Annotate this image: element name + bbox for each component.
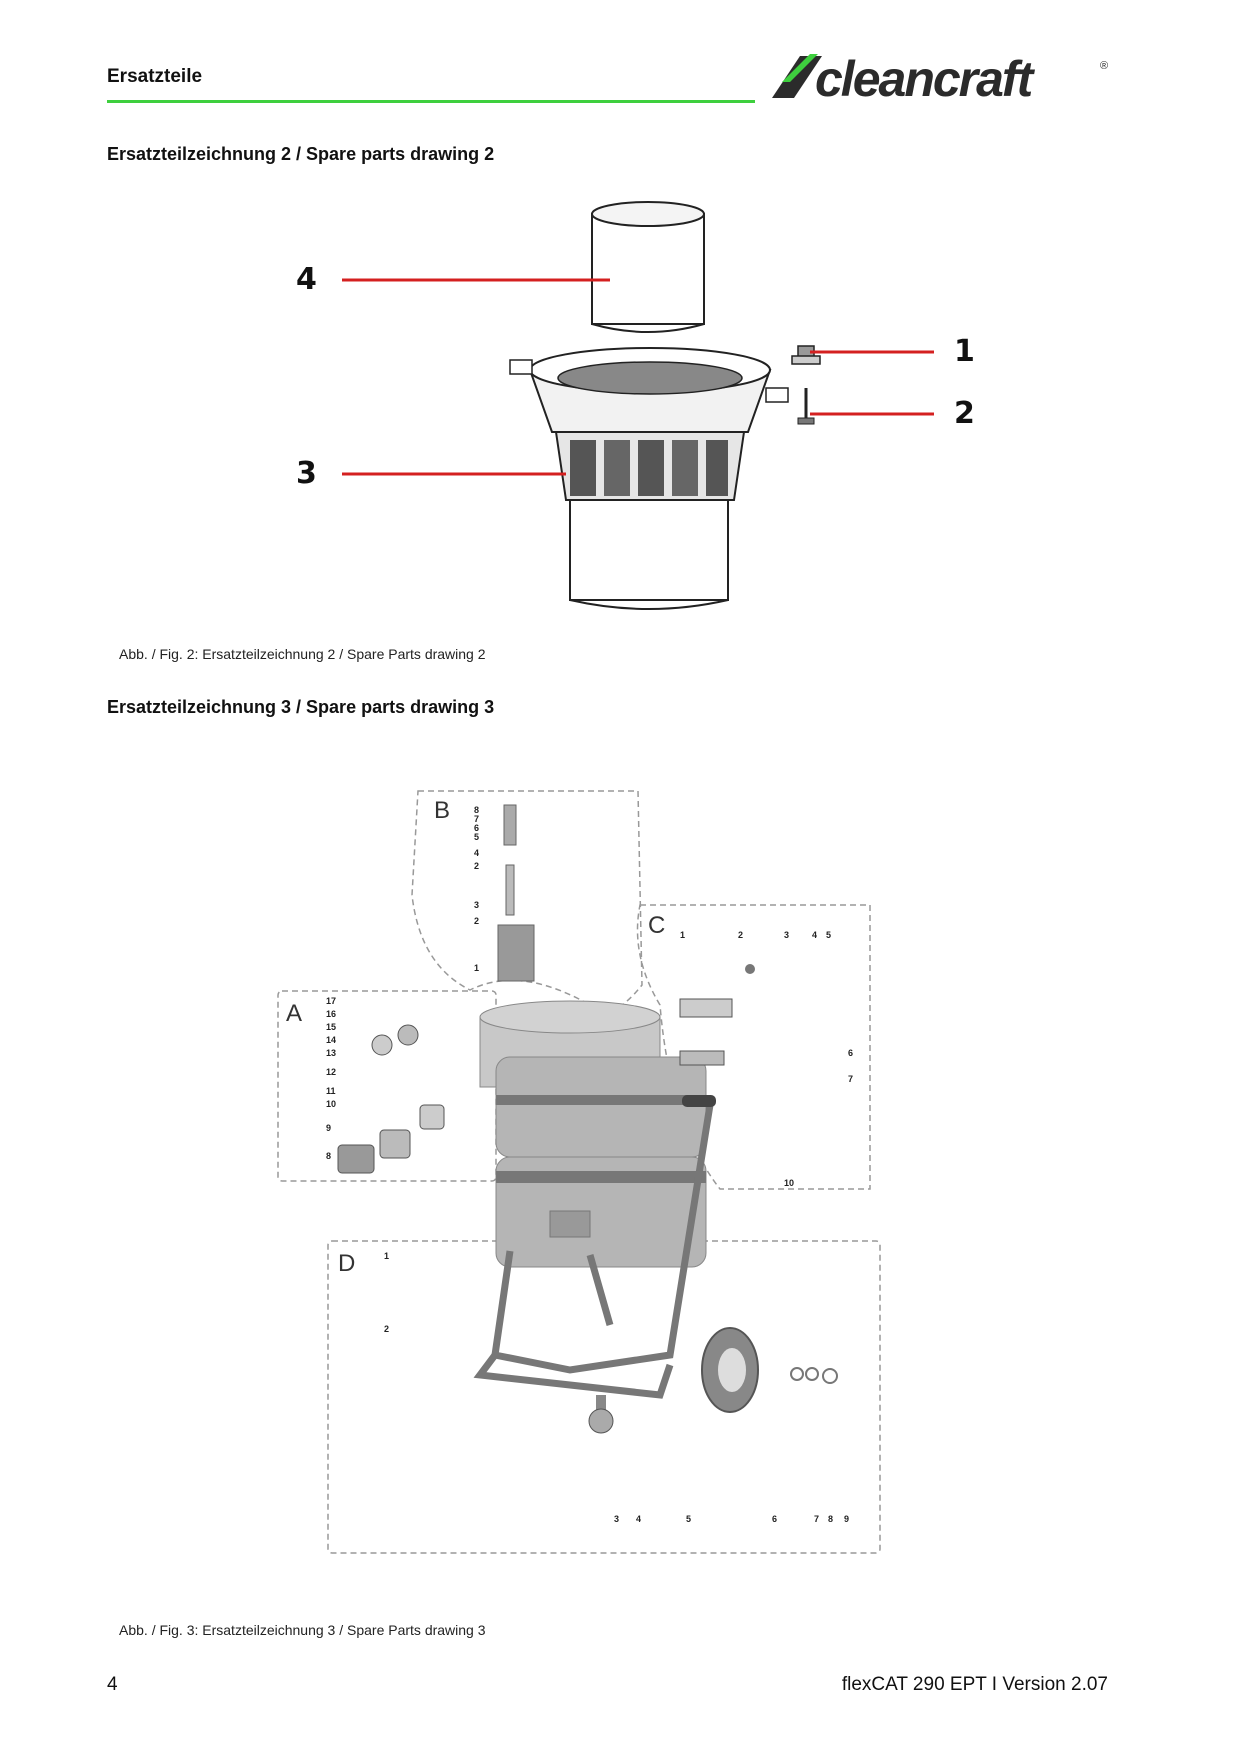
group-a-item-numbers: [326, 996, 336, 1161]
svg-text:4: 4: [812, 930, 818, 940]
spare-parts-drawing-3: [270, 785, 890, 1565]
group-label-a: A: [286, 1000, 303, 1027]
group-label-d: D: [338, 1250, 356, 1277]
vacuum-housing: [480, 1001, 706, 1267]
screw-part: [798, 388, 814, 424]
footer-product-version: flexCAT 290 EPT I Version 2.07: [841, 1674, 1108, 1695]
callout-3: 3: [296, 456, 317, 491]
submersible-pump: [498, 805, 534, 981]
svg-text:15: 15: [326, 1022, 337, 1032]
page-header-title: Ersatzteile: [107, 66, 203, 87]
svg-text:8: 8: [474, 805, 480, 815]
svg-text:2: 2: [384, 1324, 390, 1334]
svg-text:13: 13: [326, 1048, 337, 1058]
svg-text:5: 5: [686, 1514, 692, 1524]
svg-text:3: 3: [784, 930, 790, 940]
section-heading-drawing-3: Ersatzteilzeichnung 3 / Spare parts drawing 3: [107, 697, 495, 717]
svg-text:10: 10: [784, 1178, 795, 1188]
svg-text:2: 2: [474, 916, 480, 926]
svg-text:3: 3: [474, 900, 480, 910]
svg-text:7: 7: [474, 814, 480, 824]
svg-text:11: 11: [326, 1086, 336, 1096]
svg-text:7: 7: [848, 1074, 854, 1084]
logo-wordmark: cleancraft: [815, 51, 1032, 107]
svg-text:8: 8: [326, 1151, 332, 1161]
group-label-c: C: [648, 912, 666, 939]
nut-part: [792, 346, 820, 364]
group-b-item-numbers: [474, 805, 479, 973]
page-number: 4: [107, 1674, 118, 1695]
svg-text:9: 9: [326, 1123, 332, 1133]
callout-1: 1: [954, 334, 975, 369]
svg-text:14: 14: [326, 1035, 337, 1045]
group-label-b: B: [434, 797, 451, 824]
callout-4: 4: [296, 262, 317, 297]
svg-text:12: 12: [326, 1067, 337, 1077]
filter-sleeve-part: [592, 202, 704, 332]
svg-text:10: 10: [326, 1099, 337, 1109]
svg-text:16: 16: [326, 1009, 337, 1019]
svg-text:4: 4: [636, 1514, 642, 1524]
group-a-parts: [338, 1025, 444, 1173]
castor-wheel: [589, 1395, 613, 1433]
header-divider: [107, 100, 755, 103]
filter-basket-part: [510, 348, 788, 609]
figure-caption-2: Abb. / Fig. 2: Ersatzteilzeichnung 2 / Spare Parts drawing 2: [119, 646, 486, 662]
svg-text:4: 4: [474, 848, 480, 858]
svg-text:1: 1: [384, 1251, 390, 1261]
figure-caption-3: Abb. / Fig. 3: Ersatzteilzeichnung 3 / Spare Parts drawing 3: [119, 1622, 486, 1638]
svg-text:5: 5: [826, 930, 832, 940]
svg-text:8: 8: [828, 1514, 834, 1524]
svg-text:9: 9: [844, 1514, 850, 1524]
registered-mark: ®: [1100, 60, 1109, 72]
svg-text:1: 1: [680, 930, 686, 940]
svg-text:1: 1: [474, 963, 480, 973]
svg-text:6: 6: [772, 1514, 778, 1524]
section-heading-drawing-2: Ersatzteilzeichnung 2 / Spare parts drawing 2: [107, 144, 495, 164]
callout-2: 2: [954, 396, 975, 431]
svg-text:2: 2: [738, 930, 744, 940]
svg-text:7: 7: [814, 1514, 820, 1524]
svg-text:6: 6: [474, 823, 480, 833]
svg-text:6: 6: [848, 1048, 854, 1058]
svg-text:3: 3: [614, 1514, 620, 1524]
wheel: [702, 1328, 758, 1412]
svg-text:17: 17: [326, 996, 337, 1006]
svg-text:5: 5: [474, 832, 480, 842]
spare-parts-drawing-2: [270, 200, 990, 640]
svg-text:2: 2: [474, 861, 480, 871]
